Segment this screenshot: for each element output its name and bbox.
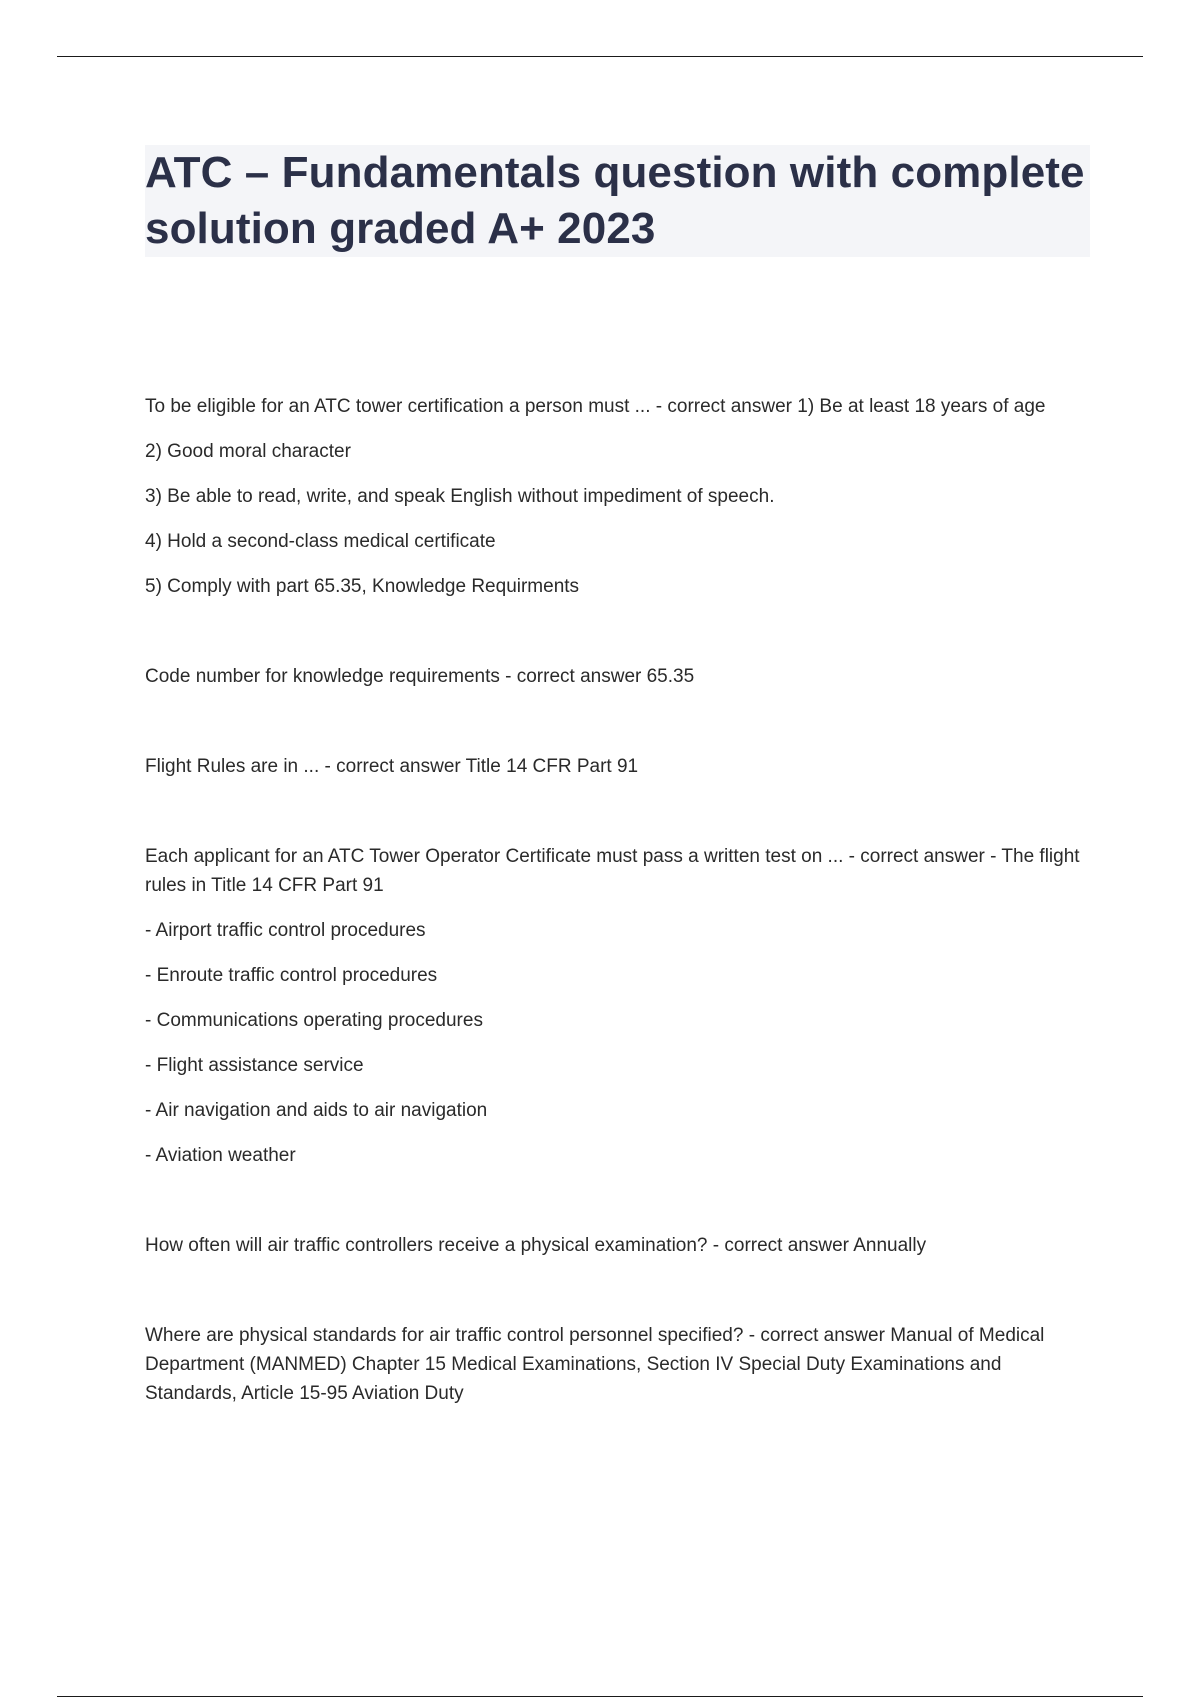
qa-entry xyxy=(145,662,1095,691)
top-divider xyxy=(57,56,1143,57)
qa-text: How often will air traffic controllers receive a physical examination? - correct answer Annually xyxy=(145,1235,927,1256)
qa-text: - Flight assistance service xyxy=(145,1055,364,1076)
qa-text: - Communications operating procedures xyxy=(145,1010,483,1031)
qa-text: 4) Hold a second-class medical certificate xyxy=(145,531,496,552)
qa-text: - Airport traffic control procedures xyxy=(145,920,426,941)
qa-text: Code number for knowledge requirements - correct answer 65.35 xyxy=(145,666,695,687)
qa-text: Each applicant for an ATC Tower Operator Certificate must pass a written test on ... - correct answer - The flight rules in Title 14 CFR Part 91 xyxy=(145,846,1080,896)
qa-entry xyxy=(145,1231,1095,1260)
qa-text: - Aviation weather xyxy=(145,1145,296,1166)
qa-entry xyxy=(145,842,1095,1170)
qa-text: 5) Comply with part 65.35, Knowledge Requirments xyxy=(145,576,580,597)
qa-text: 2) Good moral character xyxy=(145,441,351,462)
qa-text: Where are physical standards for air traffic control personnel specified? - correct answer Manual of Medical Department (MANMED) Chapter 15 Medical Examinations, Section IV Special Duty Examinations and Standards, Article 15-95 Aviation Duty xyxy=(145,1325,1045,1404)
qa-text: To be eligible for an ATC tower certification a person must ... - correct answer 1) Be at least 18 years of age xyxy=(145,396,1046,417)
qa-entry xyxy=(145,752,1095,781)
qa-entry xyxy=(145,1321,1095,1408)
qa-entry xyxy=(145,392,1095,601)
qa-text: Flight Rules are in ... - correct answer Title 14 CFR Part 91 xyxy=(145,756,639,777)
qa-text: - Enroute traffic control procedures xyxy=(145,965,438,986)
qa-text: - Air navigation and aids to air navigation xyxy=(145,1100,488,1121)
bottom-divider xyxy=(57,1696,1143,1697)
qa-text: 3) Be able to read, write, and speak English without impediment of speech. xyxy=(145,486,775,507)
title-banner xyxy=(145,145,1090,257)
document-title: ATC – Fundamentals question with complete solution graded A+ 2023 xyxy=(145,148,1085,253)
document-body xyxy=(145,392,1095,1469)
